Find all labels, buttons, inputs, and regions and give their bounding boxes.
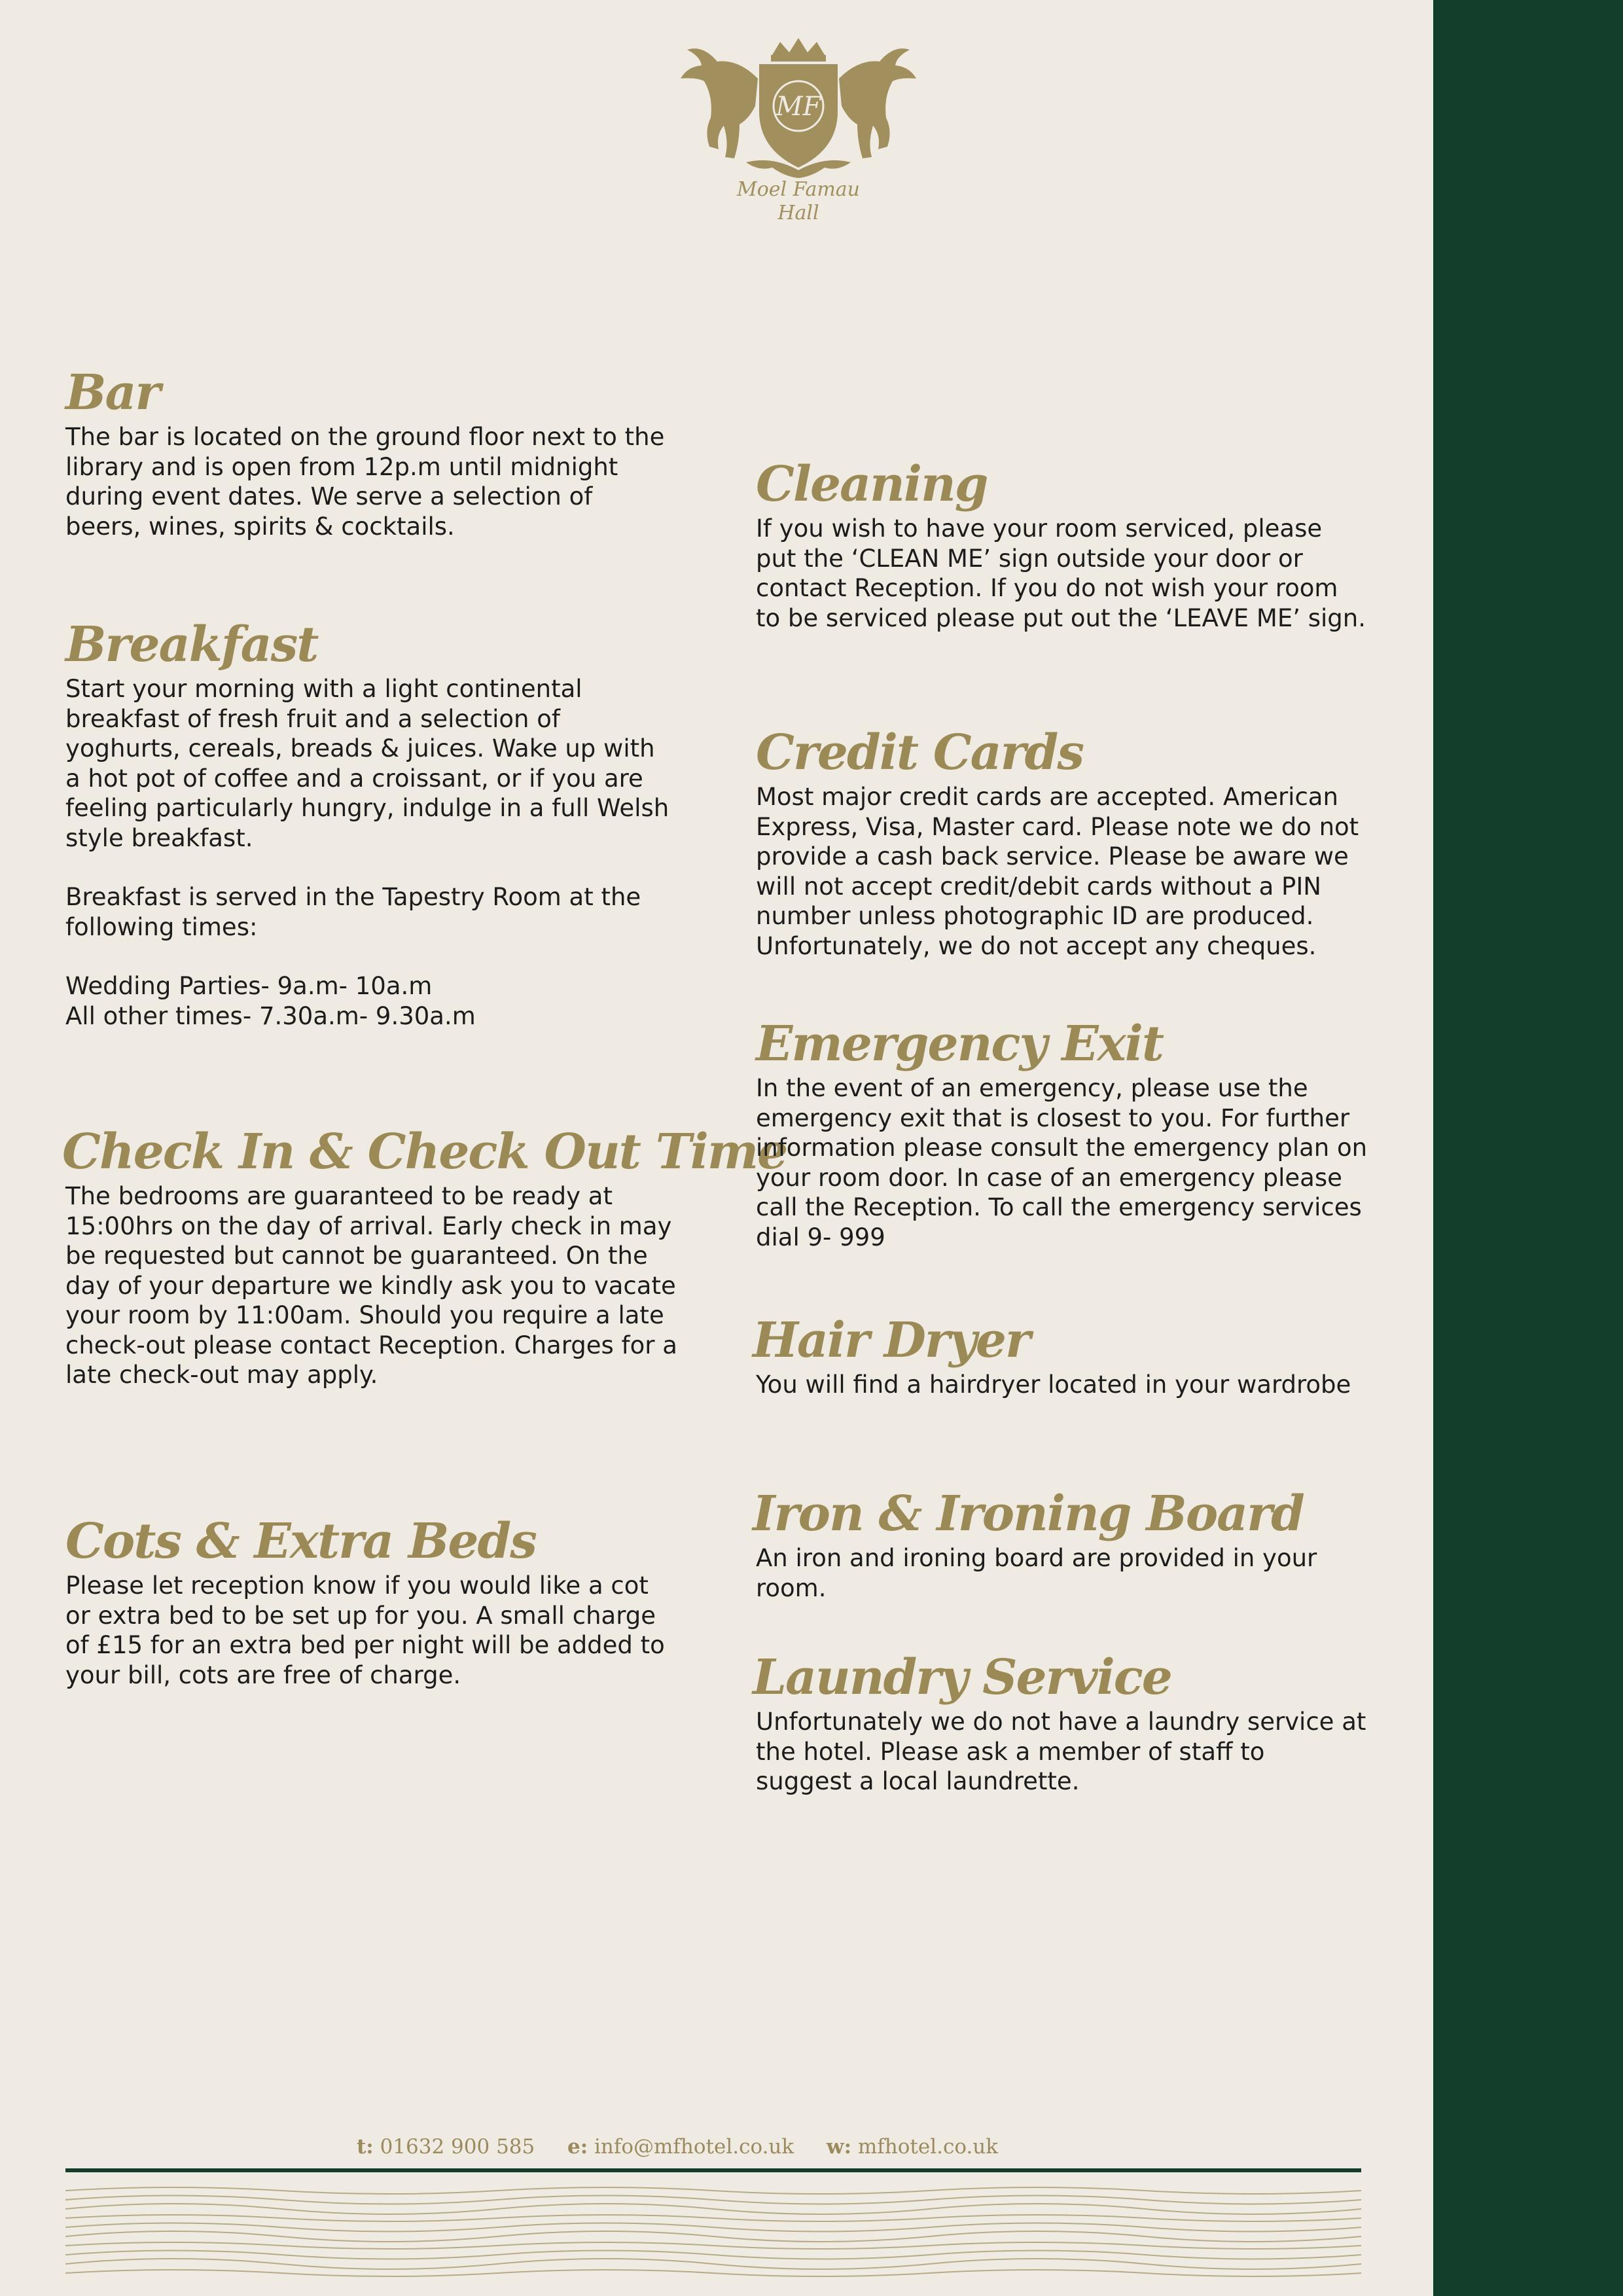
section-hair-dryer: [753, 1311, 1368, 1400]
section-paragraph: Most major credit cards are accepted. American Express, Visa, Master card. Please note we do not provide a cash back service. Please be aware we will not accept credit/debit cards without a PIN number unless photographic ID are produced. Unfortunately, we do not accept any cheques.: [756, 783, 1359, 960]
section-body: [753, 1707, 1368, 1797]
section-paragraph: Start your morning with a light continental breakfast of fresh fruit and a selection of yoghurts, cereals, breads & juices. Wake up with a hot pot of coffee and a croissant, or if you are feeling particularly hungry, indulge in a full Welsh style breakfast.: [65, 675, 669, 852]
wave-line: [65, 2251, 1361, 2259]
section-body: [756, 1073, 1368, 1252]
logo-name-line2: Hall: [777, 202, 819, 224]
section-credit-cards: [756, 723, 1368, 961]
section-title: Check In & Check Out Time: [62, 1124, 787, 1180]
section-bar: [65, 363, 674, 541]
section-body: [756, 782, 1368, 961]
hotel-logo: [661, 33, 936, 242]
green-side-band: [1433, 0, 1623, 2296]
crest-icon: [661, 33, 936, 183]
wave-line: [65, 2187, 1361, 2194]
section-body: [753, 1370, 1368, 1400]
section-title: Iron & Ironing Board: [753, 1486, 1304, 1542]
wave-line: [65, 2270, 1361, 2276]
footer-contact: [0, 2135, 1355, 2159]
section-title: Bar: [65, 365, 160, 421]
logo-name-line1: Moel Famau: [737, 178, 860, 201]
footer-web-link[interactable]: mfhotel.co.uk: [857, 2135, 999, 2159]
section-paragraph: The bedrooms are guaranteed to be ready at 15:00hrs on the day of arrival. Early check in may be requested but cannot be guaranteed. On the day of your departure we kindly ask you to vacate your room by 11:00am. Should you require a late check-out please contact Reception. Charges for a late check-out may apply.: [65, 1182, 677, 1389]
wave-line: [65, 2196, 1361, 2204]
section-body: [65, 674, 674, 1031]
section-paragraph: You will find a hairdryer located in your wardrobe: [756, 1371, 1351, 1399]
footer-divider: [65, 2168, 1361, 2172]
section-paragraph: Unfortunately we do not have a laundry service at the hotel. Please ask a member of staff to suggest a local laundrette.: [756, 1708, 1366, 1795]
section-cleaning: [756, 455, 1368, 633]
section-paragraph: In the event of an emergency, please use the emergency exit that is closest to you. For further information please consult the emergency plan on your room door. In case of an emergency please call the Reception. To call the emergency services dial 9- 999: [756, 1074, 1368, 1251]
section-title: Breakfast: [65, 617, 318, 673]
section-title: Cleaning: [756, 456, 988, 512]
section-body: [62, 1181, 677, 1390]
section-breakfast: [65, 615, 674, 1031]
section-paragraph: If you wish to have your room serviced, please put the ‘CLEAN ME’ sign outside your door or contact Reception. If you do not wish your room to be serviced please put out the ‘LEAVE ME’ sign.: [756, 514, 1366, 632]
breakfast-time-other: All other times- 7.30a.m- 9.30a.m: [65, 1001, 476, 1030]
footer-tel-label: t:: [356, 2135, 374, 2159]
section-cots-extra-beds: [65, 1512, 674, 1690]
section-iron-ironing-board: [753, 1484, 1368, 1603]
wave-line: [65, 2204, 1361, 2214]
wave-line: [65, 2242, 1361, 2249]
logo-wordmark: [661, 178, 936, 225]
wave-line: [65, 2259, 1361, 2269]
breakfast-times: [65, 971, 674, 1031]
footer-web-label: w:: [826, 2135, 852, 2159]
section-body: [65, 1571, 674, 1690]
section-title: Credit Cards: [756, 725, 1083, 781]
section-paragraph: An iron and ironing board are provided in your room.: [756, 1544, 1317, 1602]
wave-line: [65, 2223, 1361, 2232]
footer-tel[interactable]: 01632 900 585: [380, 2135, 535, 2159]
section-laundry-service: [753, 1648, 1368, 1797]
section-paragraph: Please let reception know if you would like a cot or extra bed to be set up for you. A small charge of £15 for an extra bed per night will be added to your bill, cots are free of charge.: [65, 1571, 665, 1689]
section-body: [65, 422, 674, 541]
section-title: Cots & Extra Beds: [65, 1513, 536, 1570]
section-paragraph: Breakfast is served in the Tapestry Room at the following times:: [65, 883, 641, 941]
footer-email-label: e:: [567, 2135, 588, 2159]
section-emergency-exit: [756, 1014, 1368, 1252]
section-title: Hair Dryer: [753, 1312, 1029, 1369]
section-title: Emergency Exit: [756, 1016, 1164, 1072]
section-paragraph: The bar is located on the ground floor next to the library and is open from 12p.m until midnight during event dates. We serve a selection of beers, wines, spirits & cocktails.: [65, 423, 665, 541]
footer-email-link[interactable]: info@mfhotel.co.uk: [594, 2135, 794, 2159]
section-body: [753, 1543, 1368, 1603]
logo-monogram: MF: [776, 92, 821, 122]
wave-line: [65, 2231, 1361, 2242]
breakfast-time-wedding: Wedding Parties- 9a.m- 10a.m: [65, 972, 433, 1000]
section-body: [756, 514, 1368, 633]
decorative-waves: [65, 2183, 1361, 2281]
section-check-in-out: [62, 1122, 787, 1390]
wave-line: [65, 2215, 1361, 2221]
section-title: Laundry Service: [753, 1649, 1171, 1706]
